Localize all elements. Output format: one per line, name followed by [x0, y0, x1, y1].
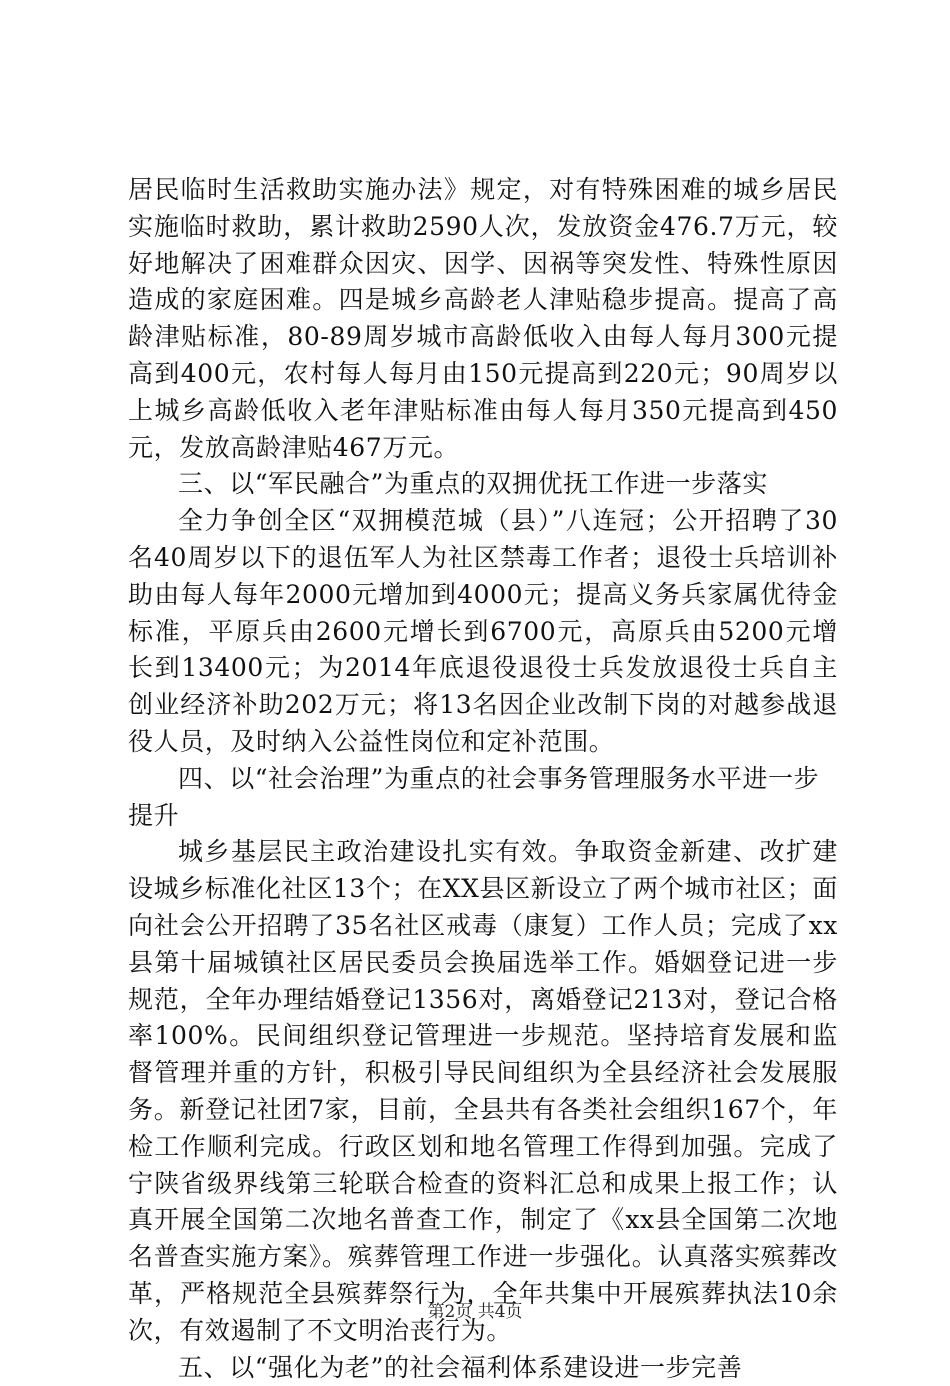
paragraph-military-support: 全力争创全区“双拥模范城（县）”八连冠；公开招聘了30名40周岁以下的退伍军人为社区禁毒工作者；退役士兵培训补助由每人每年2000元增加到4000元；提高义务兵家属优待金标准，平原兵由2600元增长到6700元，高原兵由5200元增长到13400元；为2014年底退役退役士兵发放退役士兵自主创业经济补助202万元；将13名因企业改制下岗的对越参战退役人员，及时纳入公益性岗位和定补范围。 — [128, 503, 838, 761]
section-heading-3: 三、以“军民融合”为重点的双拥优抚工作进一步落实 — [128, 466, 838, 503]
page-number-footer: 第2页 共4页 — [0, 1297, 950, 1322]
document-body — [128, 172, 838, 1386]
section-heading-5: 五、以“强化为老”的社会福利体系建设进一步完善 — [128, 1350, 838, 1386]
section-heading-4: 四、以“社会治理”为重点的社会事务管理服务水平进一步提升 — [128, 761, 838, 835]
paragraph-relief-and-elderly-subsidy: 居民临时生活救助实施办法》规定，对有特殊困难的城乡居民实施临时救助，累计救助2590人次，发放资金476.7万元，较好地解决了困难群众因灾、因学、因祸等突发性、特殊性原因造成的家庭困难。四是城乡高龄老人津贴稳步提高。提高了高龄津贴标准，80-89周岁城市高龄低收入由每人每月300元提高到400元，农村每人每月由150元提高到220元；90周岁以上城乡高龄低收入老年津贴标准由每人每月350元提高到450元，发放高龄津贴467万元。 — [128, 172, 838, 466]
paragraph-social-affairs: 城乡基层民主政治建设扎实有效。争取资金新建、改扩建设城乡标准化社区13个；在XX县区新设立了两个城市社区；面向社会公开招聘了35名社区戒毒（康复）工作人员；完成了xx县第十届城镇社区居民委员会换届选举工作。婚姻登记进一步规范，全年办理结婚登记1356对，离婚登记213对，登记合格率100%。民间组织登记管理进一步规范。坚持培育发展和监督管理并重的方针，积极引导民间组织为全县经济社会发展服务。新登记社团7家，目前，全县共有各类社会组织167个，年检工作顺利完成。行政区划和地名管理工作得到加强。完成了宁陕省级界线第三轮联合检查的资料汇总和成果上报工作；认真开展全国第二次地名普查工作，制定了《xx县全国第二次地名普查实施方案》。殡葬管理工作进一步强化。认真落实殡葬改革，严格规范全县殡葬祭行为，全年共集中开展殡葬执法10余次，有效遏制了不文明治丧行为。 — [128, 834, 838, 1349]
